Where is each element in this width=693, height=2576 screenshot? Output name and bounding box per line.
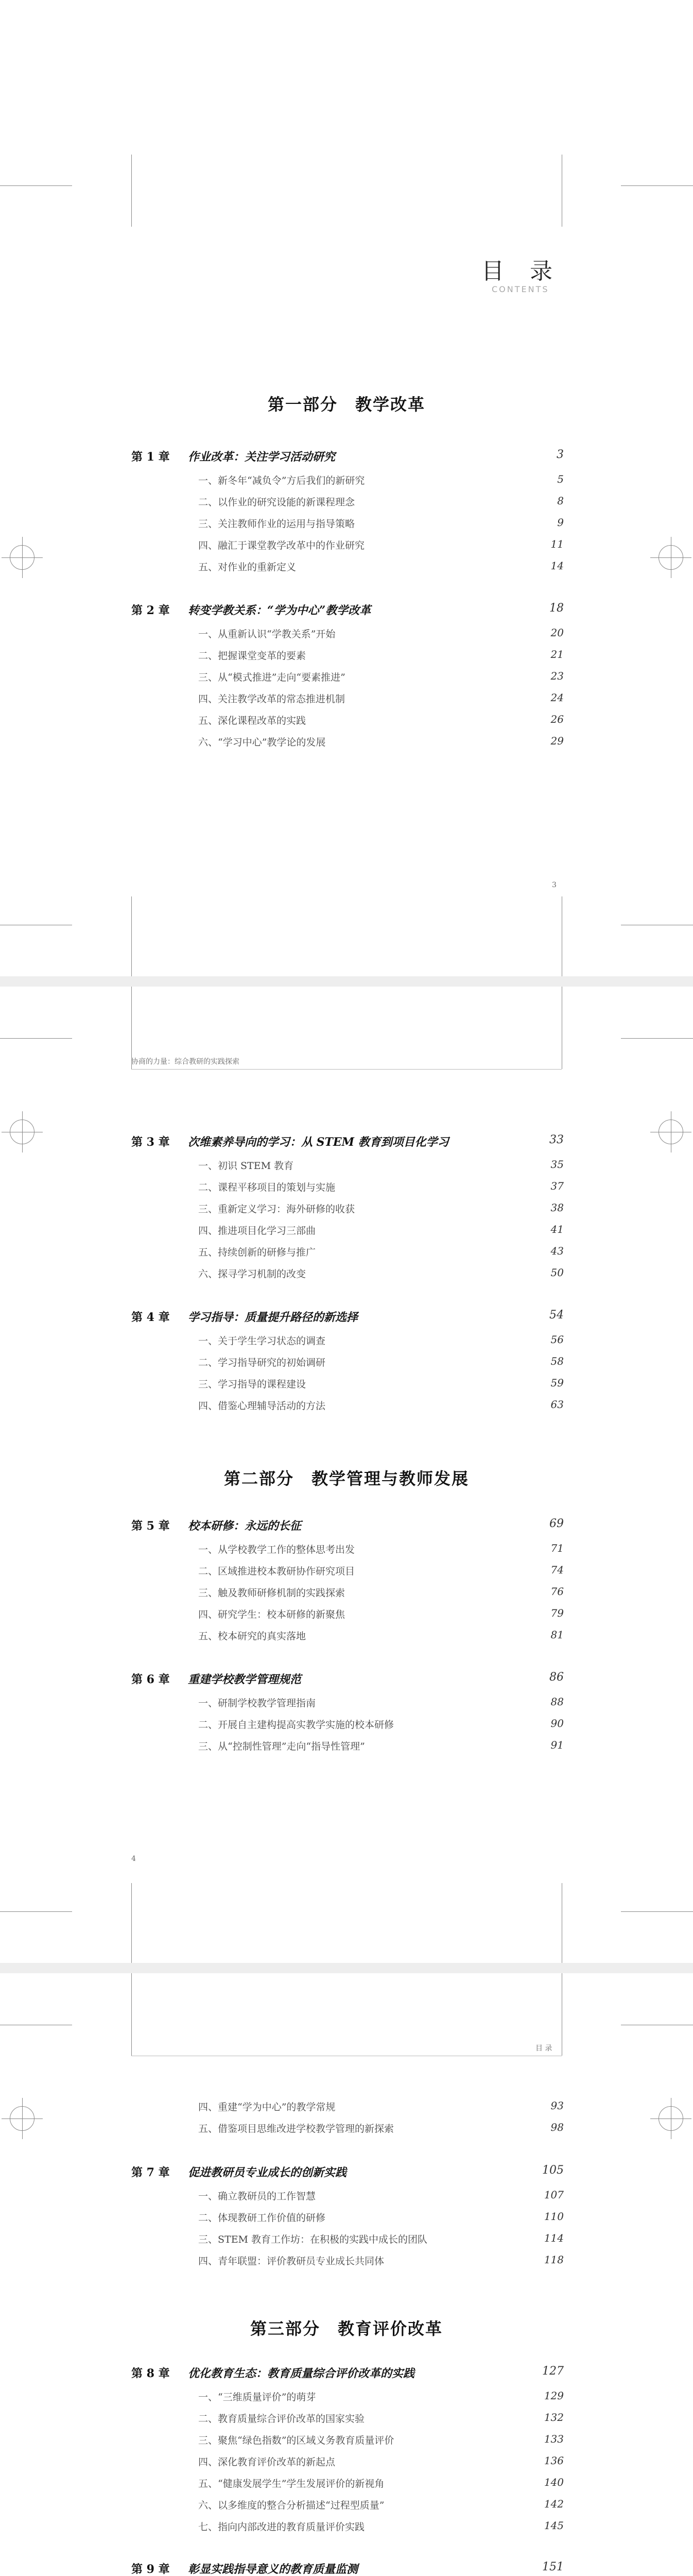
page-number: 3: [552, 881, 557, 889]
section-page: 26: [550, 713, 564, 725]
section-page: 50: [550, 1266, 564, 1279]
chapter-page: 151: [542, 2561, 564, 2573]
section-page: 90: [550, 1717, 564, 1730]
section-title: 四、青年联盟：评价教研员专业成长共同体: [198, 2256, 385, 2267]
section-entry: [198, 626, 564, 642]
section-page: 38: [550, 1201, 564, 1214]
toc-page-1: [0, 0, 693, 976]
section-page: 93: [550, 2099, 564, 2112]
section-page: 88: [550, 1696, 564, 1708]
section-title: 一、新冬年“减负令”方后我们的新研究: [198, 475, 365, 486]
section-page: 140: [544, 2476, 564, 2488]
section-entry: [198, 1266, 564, 1282]
trim-mark: [621, 185, 693, 186]
trim-mark: [621, 1038, 693, 1039]
chapter-entry: [131, 2365, 564, 2382]
section-entry: [198, 2476, 564, 2492]
section-title: 一、关于学生学习状态的调查: [198, 1335, 326, 1347]
section-entry: [198, 1717, 564, 1733]
registration-mark: [22, 1111, 23, 1153]
chapter-page: 69: [549, 1517, 564, 1530]
toc-title: 目 录: [481, 258, 562, 284]
section-title: 四、推进项目化学习三部曲: [198, 1225, 316, 1236]
section-title: 五、对作业的重新定义: [198, 562, 297, 573]
section-entry: [198, 713, 564, 728]
section-entry: [198, 1629, 564, 1644]
section-page: 14: [550, 560, 564, 572]
chapter-number: 第 6 章: [131, 1673, 170, 1686]
section-entry: [198, 2253, 564, 2269]
trim-mark: [131, 1973, 132, 2056]
trim-mark: [621, 1911, 693, 1912]
section-title: 二、教育质量综合评价改革的国家实验: [198, 2413, 365, 2425]
section-entry: [198, 1180, 564, 1195]
chapter-entry: [131, 448, 564, 466]
section-entry: [198, 2454, 564, 2470]
running-head: 协商的力量：综合教研的实践探索: [131, 1058, 239, 1066]
section-title: 一、“三维质量评价”的萌芽: [198, 2392, 316, 2403]
chapter-number: 第 9 章: [131, 2563, 170, 2576]
chapter-number: 第 1 章: [131, 450, 170, 464]
chapter-entry: [131, 602, 564, 619]
section-title: 五、校本研究的真实落地: [198, 1631, 306, 1642]
section-page: 132: [544, 2411, 564, 2424]
chapter-title: 优化教育生态：教育质量综合评价改革的实践: [188, 2367, 415, 2380]
running-head: 目 录: [535, 2044, 552, 2053]
section-title: 三、触及教师研修机制的实践探索: [198, 1587, 345, 1599]
section-title: 二、学习指导研究的初始调研: [198, 1357, 326, 1368]
chapter-entry: [131, 2561, 564, 2576]
section-title: 一、从学校教学工作的整体思考出发: [198, 1544, 355, 1555]
section-entry: [198, 495, 564, 510]
section-entry: [198, 1564, 564, 1579]
chapter-number: 第 7 章: [131, 2166, 170, 2179]
part-heading: 第三部分 教育评价改革: [250, 2319, 443, 2338]
section-title: 四、关注教学改革的常态推进机制: [198, 693, 345, 705]
section-page: 118: [544, 2253, 564, 2266]
section-page: 21: [550, 648, 564, 660]
page-number: 4: [131, 1855, 136, 1863]
chapter-page: 33: [549, 1133, 564, 1146]
chapter-number: 第 3 章: [131, 1136, 170, 1149]
section-title: 二、体现教研工作价值的研修: [198, 2212, 326, 2224]
section-entry: [198, 2099, 564, 2115]
section-page: 43: [550, 1245, 564, 1257]
section-entry: [198, 1585, 564, 1601]
page-separator: [0, 1963, 693, 1973]
section-entry: [198, 1223, 564, 1239]
section-title: 一、从重新认识“学教关系”开始: [198, 629, 336, 640]
chapter-entry: [131, 1671, 564, 1688]
section-title: 一、确立教研员的工作智慧: [198, 2191, 316, 2202]
section-entry: [198, 1201, 564, 1217]
chapter-number: 第 8 章: [131, 2367, 170, 2380]
chapter-page: 18: [549, 602, 564, 615]
section-page: 23: [550, 670, 564, 682]
chapter-title: 校本研修：永远的长征: [188, 1519, 302, 1533]
chapter-title: 彰显实践指导意义的教育质量监测: [188, 2563, 358, 2576]
section-entry: [198, 670, 564, 685]
chapter-number: 第 4 章: [131, 1311, 170, 1324]
section-title: 四、深化教育评价改革的新起点: [198, 2456, 336, 2468]
section-entry: [198, 2411, 564, 2427]
section-title: 六、“学习中心”教学论的发展: [198, 737, 326, 748]
section-page: 41: [550, 1223, 564, 1235]
section-title: 一、研制学校教学管理指南: [198, 1698, 316, 1709]
section-title: 三、从“控制性管理”走向“指导性管理”: [198, 1741, 365, 1752]
section-entry: [198, 1355, 564, 1370]
section-entry: [198, 538, 564, 553]
section-page: 63: [550, 1398, 564, 1411]
section-title: 四、重建“学为中心”的教学常规: [198, 2102, 336, 2113]
section-title: 二、以作业的研究设能的新课程理念: [198, 497, 355, 508]
trim-mark: [131, 896, 132, 976]
section-entry: [198, 516, 564, 532]
section-title: 三、聚焦“绿色指数”的区域义务教育质量评价: [198, 2435, 394, 2446]
trim-mark: [0, 1911, 72, 1912]
section-page: 11: [550, 538, 564, 550]
chapter-title: 重建学校教学管理规范: [188, 1673, 302, 1686]
section-entry: [198, 1696, 564, 1711]
section-entry: [198, 2189, 564, 2204]
section-page: 59: [550, 1377, 564, 1389]
section-page: 58: [550, 1355, 564, 1367]
chapter-number: 第 5 章: [131, 1519, 170, 1533]
chapter-title: 转变学教关系：“学为中心”教学改革: [188, 604, 371, 617]
section-title: 二、课程平移项目的策划与实施: [198, 1182, 336, 1193]
section-page: 37: [550, 1180, 564, 1192]
section-title: 二、区域推进校本教研协作研究项目: [198, 1566, 355, 1577]
section-title: 五、“健康发展学生”学生发展评价的新视角: [198, 2478, 385, 2489]
chapter-page: 127: [542, 2365, 564, 2378]
section-entry: [198, 691, 564, 707]
part-heading: 第一部分 教学改革: [267, 395, 425, 414]
section-page: 20: [550, 626, 564, 639]
section-page: 110: [544, 2210, 564, 2223]
section-title: 二、开展自主建构提高实教学实施的校本研修: [198, 1719, 394, 1731]
chapter-title: 次维素养导向的学习：从 STEM 教育到项目化学习: [188, 1136, 449, 1149]
section-page: 129: [544, 2389, 564, 2402]
section-title: 五、深化课程改革的实践: [198, 715, 306, 726]
section-entry: [198, 1333, 564, 1349]
section-entry: [198, 2232, 564, 2247]
chapter-entry: [131, 2164, 564, 2181]
section-entry: [198, 1158, 564, 1174]
toc-subtitle: CONTENTS: [492, 284, 549, 294]
section-page: 107: [544, 2189, 564, 2201]
chapter-title: 学习指导：质量提升路径的新选择: [188, 1311, 358, 1324]
trim-mark: [0, 185, 72, 186]
section-title: 一、初识 STEM 教育: [198, 1160, 294, 1172]
section-title: 六、以多维度的整合分析描述“过程型质量”: [198, 2500, 385, 2511]
section-entry: [198, 2389, 564, 2405]
trim-mark: [131, 1883, 132, 1963]
section-title: 二、把握课堂变革的要素: [198, 650, 306, 662]
section-title: 三、关注教师作业的运用与指导策略: [198, 518, 355, 530]
section-title: 四、研究学生：校本研修的新聚焦: [198, 1609, 345, 1620]
section-entry: [198, 2519, 564, 2535]
section-page: 29: [550, 735, 564, 747]
chapter-number: 第 2 章: [131, 604, 170, 617]
section-title: 三、重新定义学习：海外研修的收获: [198, 1204, 355, 1215]
section-entry: [198, 560, 564, 575]
chapter-title: 促进教研员专业成长的创新实践: [188, 2166, 347, 2179]
toc-page-3: [0, 1973, 693, 2576]
section-title: 三、从“模式推进”走向“要素推进”: [198, 672, 345, 683]
section-title: 三、STEM 教育工作坊：在积极的实践中成长的团队: [198, 2234, 428, 2245]
registration-mark: [22, 2098, 23, 2139]
section-title: 三、学习指导的课程建设: [198, 1379, 306, 1390]
section-page: 145: [544, 2519, 564, 2532]
chapter-entry: [131, 1309, 564, 1326]
section-page: 136: [544, 2454, 564, 2467]
section-page: 8: [557, 495, 564, 507]
section-page: 76: [550, 1585, 564, 1598]
part-heading: 第二部分 教学管理与教师发展: [223, 1469, 469, 1488]
section-page: 9: [557, 516, 564, 529]
section-page: 79: [550, 1607, 564, 1619]
section-entry: [198, 2210, 564, 2226]
section-entry: [198, 2498, 564, 2513]
section-title: 五、持续创新的研修与推广: [198, 1247, 316, 1258]
chapter-page: 54: [549, 1309, 564, 1321]
chapter-page: 105: [542, 2164, 564, 2177]
section-page: 24: [550, 691, 564, 704]
section-entry: [198, 1607, 564, 1622]
section-page: 35: [550, 1158, 564, 1171]
section-entry: [198, 2121, 564, 2137]
section-page: 81: [550, 1629, 564, 1641]
section-title: 七、指向内部改进的教育质量评价实践: [198, 2521, 365, 2533]
section-page: 91: [550, 1739, 564, 1751]
chapter-entry: [131, 1133, 564, 1151]
section-entry: [198, 1398, 564, 1414]
section-page: 71: [550, 1542, 564, 1554]
section-entry: [198, 1245, 564, 1260]
section-entry: [198, 2433, 564, 2448]
section-entry: [198, 1739, 564, 1754]
section-page: 5: [557, 473, 564, 485]
section-page: 142: [544, 2498, 564, 2510]
section-entry: [198, 1542, 564, 1557]
registration-mark: [22, 537, 23, 578]
chapter-page: 86: [549, 1671, 564, 1684]
trim-mark: [131, 155, 132, 227]
section-entry: [198, 1377, 564, 1392]
section-page: 98: [550, 2121, 564, 2133]
section-title: 六、探寻学习机制的改变: [198, 1268, 306, 1280]
page-separator: [0, 976, 693, 987]
section-page: 74: [550, 1564, 564, 1576]
section-page: 56: [550, 1333, 564, 1346]
section-entry: [198, 473, 564, 488]
trim-mark: [0, 1038, 72, 1039]
section-title: 四、融汇于课堂教学改革中的作业研究: [198, 540, 365, 551]
section-page: 133: [544, 2433, 564, 2445]
chapter-entry: [131, 1517, 564, 1535]
chapter-title: 作业改革：关注学习活动研究: [188, 450, 336, 464]
section-title: 五、借鉴项目思维改进学校教学管理的新探索: [198, 2123, 394, 2134]
section-title: 四、借鉴心理辅导活动的方法: [198, 1400, 326, 1412]
header-rule: [131, 1069, 562, 1070]
chapter-page: 3: [557, 448, 564, 461]
section-page: 114: [544, 2232, 564, 2244]
section-entry: [198, 735, 564, 750]
section-entry: [198, 648, 564, 664]
toc-page-2: [0, 987, 693, 1963]
